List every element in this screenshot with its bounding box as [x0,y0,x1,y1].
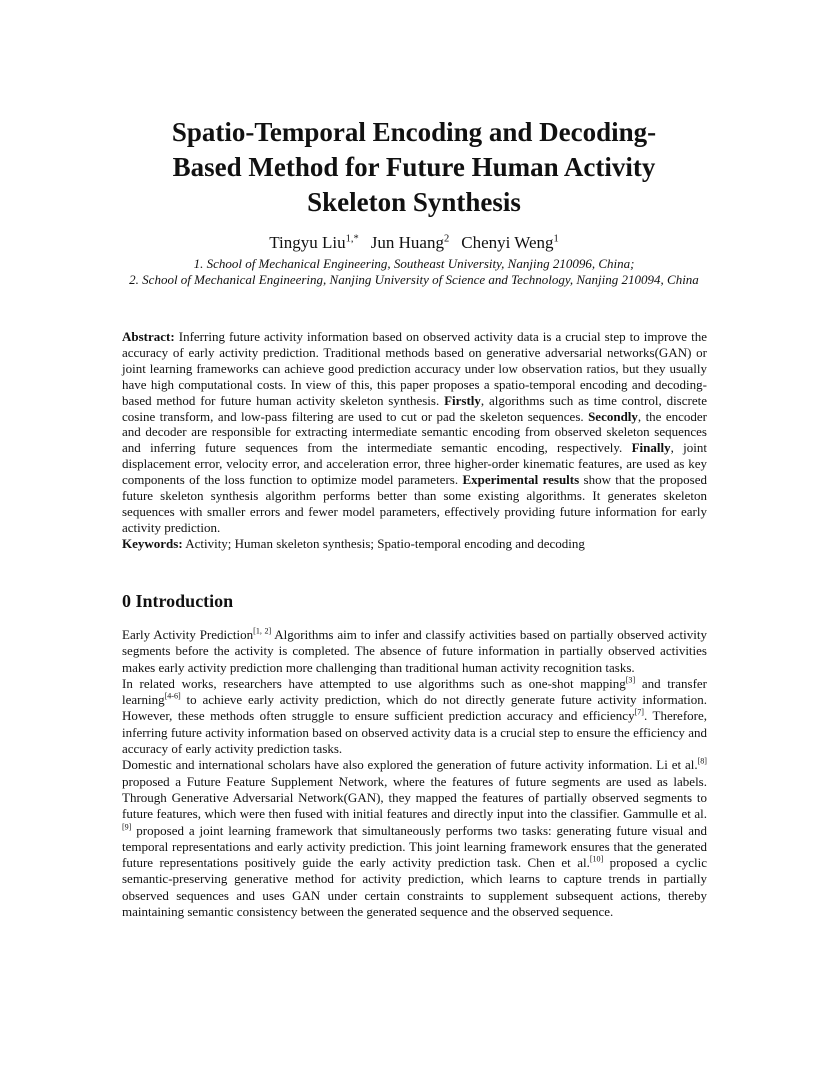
paragraph-text: to achieve early activity prediction, which do not directly generate future activity information. However, these methods often struggle to ensure sufficient prediction accuracy and efficiency [122,692,707,724]
abstract-text: , algorithms such as time control, discrete cosine transform, and low-pass filtering are used to cut or pad the skeleton sequences. [122,392,707,424]
abstract-label: Abstract: [122,329,175,344]
section-heading: 0 Introduction [122,591,234,611]
citation: [9] [122,822,132,832]
abstract [122,329,707,552]
abstract-text: Inferring future activity information based on observed activity data is a crucial step to improve the accuracy of early activity prediction. Traditional methods based on generative adversarial networks(GAN) or joint learning frameworks can achieve good prediction accuracy under low observation ratios, but they usually have high computational costs. In view of this, this paper proposes a spatio-temporal encoding and decoding-based method for future human activity skeleton synthesis. [122,329,707,408]
abstract-emphasis: Secondly [588,408,638,424]
author-affiliation-mark: 1,* [345,233,359,245]
abstract-emphasis: Finally [631,440,671,456]
paragraph [122,757,707,920]
paragraph-text: proposed a cyclic semantic-preserving generative method for activity prediction, which learns to capture trends in partially observed sequences and uses GAN under certain constraints to supplement subsequent actions, thereby maintaining semantic consistency between the generated sequence and the observed sequence. [122,855,708,920]
affiliation: 1. School of Mechanical Engineering, Southeast University, Nanjing 210096, China; [193,256,635,271]
keywords-label: Keywords: [122,535,183,551]
abstract-text: , joint displacement error, velocity error, and acceleration error, three higher-order kinematic features, are used as key components of the loss function to optimize model parameters. [122,440,707,488]
paragraph-text: Early Activity Prediction [122,627,254,642]
abstract-text: , the encoder and decoder are responsible for extracting intermediate semantic encoding from observed skeleton sequences and inferring future sequences from the intermediate semantic encoding, respectively. [122,408,707,456]
author-affiliation-mark: 1 [553,233,559,245]
author-list [100,232,728,254]
abstract-emphasis: Experimental results [462,472,580,488]
paragraph-text: and transfer learning [122,675,707,708]
keywords [122,536,707,552]
abstract-emphasis: Firstly [444,392,481,408]
citation: [7] [634,708,644,718]
author-name: Jun Huang [370,233,444,252]
keywords-text: Activity; Human skeleton synthesis; Spatio-temporal encoding and decoding [182,535,585,551]
citation: [1, 2] [253,626,272,636]
paragraph-text: Domestic and international scholars have also explored the generation of future activity information. Li et al. [122,757,698,773]
title-line: Skeleton Synthesis [307,187,521,217]
title-line: Spatio-Temporal Encoding and Decoding- [171,117,657,147]
paragraph-text: Algorithms aim to infer and classify activities based on partially observed activity segments before the activity is completed. The absence of future information in partially observed activities makes early activity prediction more challenging than traditional human activity recognition tasks. [122,627,707,675]
paragraph [122,627,707,676]
citation: [8] [697,757,707,767]
affiliations [112,256,716,288]
citation: [10] [589,854,604,864]
title-line: Based Method for Future Human Activity [172,152,656,182]
abstract-text: show that the proposed future skeleton synthesis algorithm performs better than some existing algorithms. It generates skeleton sequences with smaller errors and fewer model parameters, effectively providing future information for early activity prediction. [122,472,707,535]
paragraph-text: proposed a joint learning framework that simultaneously performs two tasks: generating future visual and temporal representations and early activity prediction. This joint learning framework ensures that the generated future representations positively guide the early activity prediction task. Chen et al. [122,822,707,871]
introduction-body [122,627,707,920]
paragraph-text: proposed a Future Feature Supplement Network, where the features of future segments are used as labels. Through Generative Adversarial Network(GAN), they mapped the features of partially observed segments to future features, which were then fused with initial features and directly input into the classifier. Gammulle et al. [122,773,707,822]
affiliation: 2. School of Mechanical Engineering, Nanjing University of Science and Technology, Nanjing 210094, China [129,272,699,287]
citation: [4-6] [164,691,181,701]
author-name: Chenyi Weng [461,233,554,252]
author-name: Tingyu Liu [269,233,346,252]
author-affiliation-mark: 2 [443,233,450,245]
paper-title [100,115,728,220]
citation: [3] [625,675,636,685]
paragraph [122,676,707,757]
paragraph-text: In related works, researchers have attempted to use algorithms such as one-shot mapping [122,675,626,691]
paragraph-text: . Therefore, inferring future activity information based on observed activity data is a crucial step to ensure the efficiency and accuracy of early activity prediction tasks. [122,708,707,757]
